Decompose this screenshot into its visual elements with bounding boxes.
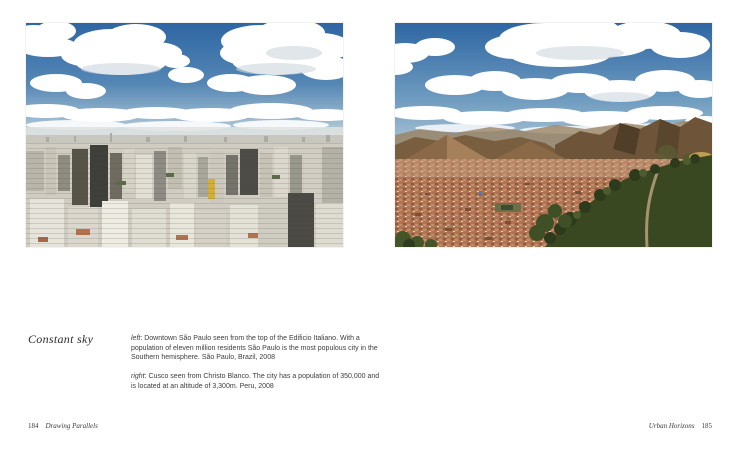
sao-paulo-photo-illustration — [26, 23, 343, 247]
folio-right — [649, 422, 712, 430]
sao-paulo-skyline-photo — [26, 23, 343, 247]
caption-right-photo — [131, 372, 383, 391]
caption-right-label: right — [131, 372, 145, 380]
page-number-right: 185 — [701, 422, 712, 430]
running-title-left: Drawing Parallels — [45, 422, 98, 430]
cusco-valley-photo — [395, 23, 712, 247]
caption-block — [131, 334, 383, 400]
caption-left-label: left — [131, 335, 141, 342]
running-title-right: Urban Horizons — [648, 422, 695, 430]
caption-right-text: : Cusco seen from Christo Blanco. The city has a population of 350,000 and is located at an altitude of 3,300m. Peru, 2008 — [131, 372, 380, 390]
caption-left-photo — [131, 334, 383, 363]
folio-left — [28, 422, 98, 430]
section-title: Constant sky — [28, 332, 94, 346]
caption-left-text: : Downtown São Paulo seen from the top of the Edificio Italiano. With a population of eleven million residents São Paulo is the most populous city in the Southern hemisphere. São Paulo, Brazil, 2008 — [131, 335, 378, 362]
cusco-photo-illustration — [395, 23, 712, 247]
page-number-left: 184 — [28, 422, 39, 430]
